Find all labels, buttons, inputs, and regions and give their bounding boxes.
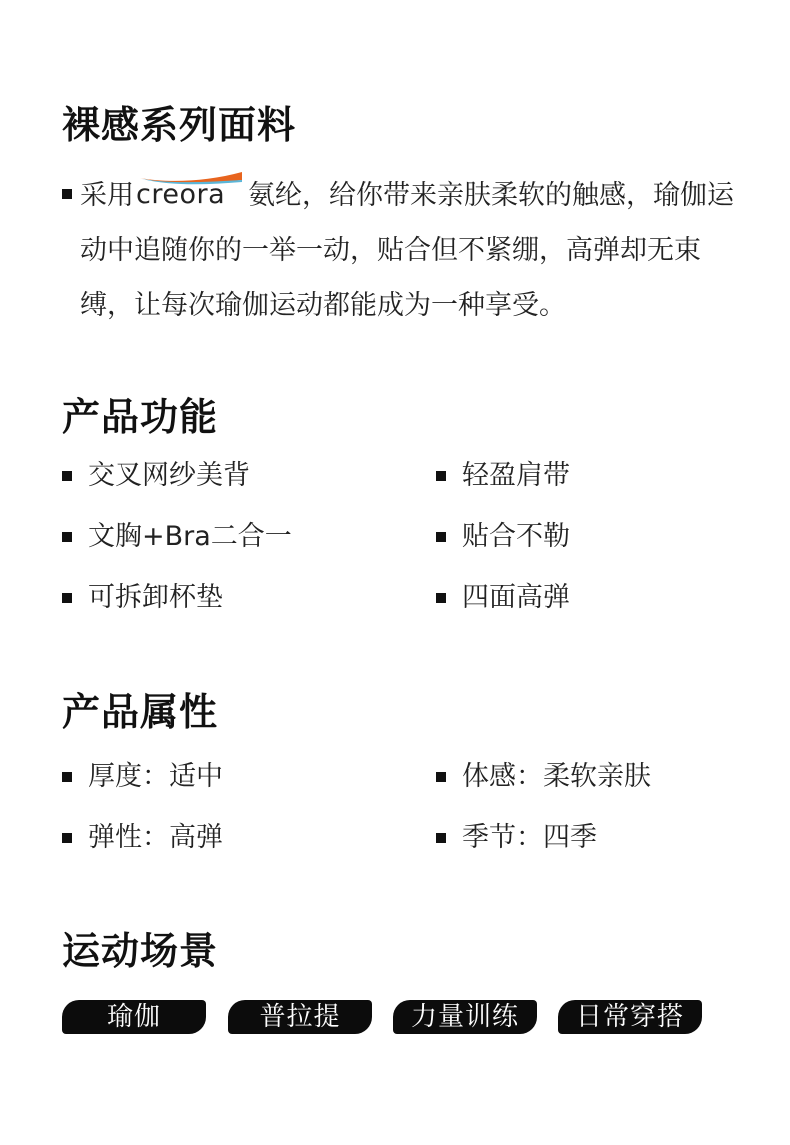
function-item-label: 贴合不勒 xyxy=(462,521,570,552)
scenes-section-title: 运动场景 xyxy=(62,929,219,973)
function-item-label: 轻盈肩带 xyxy=(462,460,570,491)
bullet-square-icon xyxy=(436,772,446,782)
bullet-square-icon xyxy=(436,471,446,481)
function-item-label: 文胸+Bra二合一 xyxy=(88,521,292,552)
bullet-square-icon xyxy=(62,833,72,843)
scene-tag-yoga: 瑜伽 xyxy=(62,1000,206,1034)
fabric-description-text xyxy=(80,168,752,333)
creora-logo-word: creora xyxy=(136,179,226,210)
functions-section-title: 产品功能 xyxy=(62,395,219,439)
creora-logo xyxy=(136,170,244,210)
attributes-section-title: 产品属性 xyxy=(62,690,219,734)
function-item-label: 可拆卸杯垫 xyxy=(88,582,223,613)
fabric-section-title: 裸感系列面料 xyxy=(62,103,297,147)
attribute-item-label: 体感：柔软亲肤 xyxy=(462,761,651,792)
fabric-text-after: 氨纶，给你带来亲肤柔软的触感，瑜伽运动中追随你的一举一动，贴合但不紧绷，高弹却无束缚，让每次瑜伽运动都能成为一种享受。 xyxy=(80,180,734,321)
attribute-item-label: 季节：四季 xyxy=(462,822,597,853)
bullet-square-icon xyxy=(62,593,72,603)
bullet-square-icon xyxy=(62,189,72,199)
bullet-square-icon xyxy=(62,772,72,782)
scene-tag-daily-wear: 日常穿搭 xyxy=(558,1000,702,1034)
fabric-text-before: 采用 xyxy=(80,180,134,211)
attribute-item-label: 厚度：适中 xyxy=(88,761,223,792)
bullet-square-icon xyxy=(62,471,72,481)
fabric-description xyxy=(62,168,752,333)
bullet-square-icon xyxy=(62,532,72,542)
function-item-label: 四面高弹 xyxy=(462,582,570,613)
function-item-label: 交叉网纱美背 xyxy=(88,460,250,491)
bullet-square-icon xyxy=(436,532,446,542)
scene-tag-strength-training: 力量训练 xyxy=(393,1000,537,1034)
attribute-item-label: 弹性：高弹 xyxy=(88,822,223,853)
bullet-square-icon xyxy=(436,593,446,603)
scene-tag-pilates: 普拉提 xyxy=(228,1000,372,1034)
bullet-square-icon xyxy=(436,833,446,843)
